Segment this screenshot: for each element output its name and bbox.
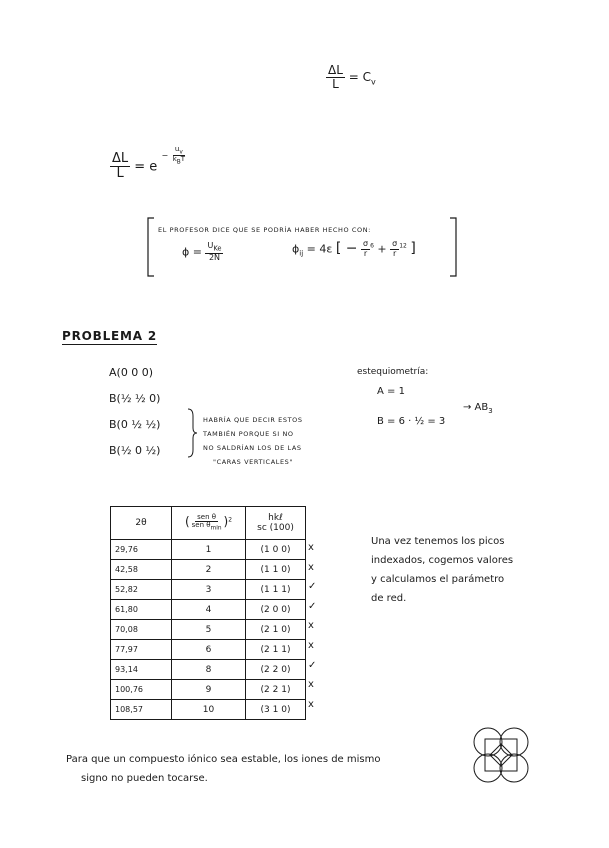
phi2-close: ] bbox=[410, 240, 416, 257]
cell-sin-ratio: 8 bbox=[172, 660, 246, 680]
hkl-label: hkℓ bbox=[268, 513, 283, 523]
bracket-box bbox=[146, 216, 458, 276]
row-mark: ✓ bbox=[308, 600, 317, 612]
professor-note: EL PROFESOR DICE QUE SE PODRÍA HABER HECHO CON: bbox=[158, 226, 371, 234]
cell-2theta: 100,76 bbox=[111, 680, 172, 700]
exp-num: u bbox=[174, 144, 180, 153]
right-note-line: indexados, cogemos valores bbox=[371, 555, 514, 566]
cell-sin-ratio: 1 bbox=[172, 540, 246, 560]
esteq-title: estequiometría: bbox=[357, 367, 429, 377]
phi1-den: 2N bbox=[208, 252, 221, 262]
brace-note-line: HABRÍA QUE DECIR ESTOS bbox=[203, 416, 303, 424]
row-mark: x bbox=[308, 698, 314, 710]
position-a: A(0 0 0) bbox=[109, 366, 154, 379]
cell-hkl: (2 0 0) bbox=[246, 600, 306, 620]
cell-hkl: (2 2 0) bbox=[246, 660, 306, 680]
header-hkl bbox=[246, 507, 306, 540]
esteq-result bbox=[463, 402, 493, 415]
cell-sin-ratio: 4 bbox=[172, 600, 246, 620]
sin-exp: 2 bbox=[228, 516, 233, 524]
cell-2theta: 77,97 bbox=[111, 640, 172, 660]
esteq-b: B = 6 · ½ = 3 bbox=[377, 416, 446, 427]
cell-hkl: (1 0 0) bbox=[246, 540, 306, 560]
cell-sin-ratio: 3 bbox=[172, 580, 246, 600]
phi2-body: [ − bbox=[335, 240, 358, 257]
table-row bbox=[111, 580, 306, 600]
table-header-row bbox=[111, 507, 306, 540]
plus: + bbox=[377, 242, 387, 256]
rhs: = C bbox=[348, 70, 371, 85]
cell-sin-ratio: 9 bbox=[172, 680, 246, 700]
table-row bbox=[111, 600, 306, 620]
cell-sin-ratio: 5 bbox=[172, 620, 246, 640]
exp12: 12 bbox=[399, 242, 407, 250]
position-b3: B(½ 0 ½) bbox=[109, 444, 161, 457]
exp-num-sub: v bbox=[179, 148, 183, 155]
ion-circle bbox=[474, 728, 502, 756]
cell-2theta: 52,82 bbox=[111, 580, 172, 600]
brace-note-line: TAMBIÉN PORQUE SI NO bbox=[203, 430, 294, 438]
table-row bbox=[111, 700, 306, 720]
row-mark: ✓ bbox=[308, 659, 317, 671]
brace-note-line: "CARAS VERTICALES" bbox=[213, 458, 293, 466]
indexing-table bbox=[110, 506, 306, 720]
row-mark: x bbox=[308, 542, 314, 553]
phi2-lhs: ϕ bbox=[292, 242, 300, 256]
cell-2theta: 93,14 bbox=[111, 660, 172, 680]
row-mark: x bbox=[308, 639, 314, 651]
arrow-ab: → AB bbox=[463, 402, 489, 413]
cell-hkl: (1 1 1) bbox=[246, 580, 306, 600]
phi1-lhs: ϕ = bbox=[182, 245, 202, 259]
brace-icon bbox=[186, 408, 198, 458]
table-body bbox=[111, 540, 306, 720]
numerator: ΔL bbox=[112, 151, 129, 166]
bottom-note bbox=[66, 750, 380, 788]
exp-den-sub: B bbox=[176, 159, 181, 166]
sin-den: sen θ bbox=[191, 521, 211, 530]
cell-hkl: (2 1 0) bbox=[246, 620, 306, 640]
cell-sin-ratio: 2 bbox=[172, 560, 246, 580]
r2: r bbox=[393, 248, 397, 258]
position-b2: B(0 ½ ½) bbox=[109, 418, 161, 431]
cell-2theta: 42,58 bbox=[111, 560, 172, 580]
problema-title: PROBLEMA 2 bbox=[62, 329, 157, 343]
row-mark: ✓ bbox=[308, 581, 317, 593]
table-row bbox=[111, 680, 306, 700]
ion-circle bbox=[474, 754, 502, 782]
cell-sin-ratio: 10 bbox=[172, 700, 246, 720]
bottom-note-line: Para que un compuesto iónico sea estable, los iones de mismo bbox=[66, 754, 381, 765]
positions-list bbox=[109, 360, 160, 464]
exp-fraction bbox=[171, 146, 187, 167]
table-row bbox=[111, 540, 306, 560]
phi2-eq: = 4ε bbox=[306, 242, 333, 256]
phi1-num: U bbox=[207, 241, 214, 250]
arrow-sub: 3 bbox=[488, 407, 493, 415]
right-note-line: Una vez tenemos los picos bbox=[371, 536, 505, 547]
r1: r bbox=[363, 248, 368, 258]
exp-den-tail: T bbox=[180, 155, 186, 164]
header-sin-ratio: ( $\frac{\text{sen θ}}{sen \theta_{min}}$ )$^2$ bbox=[172, 507, 246, 540]
brace-note-line: NO SALDRÍAN LOS DE LAS bbox=[203, 444, 302, 452]
fraction-delta-l-2 bbox=[110, 152, 130, 182]
bottom-note-line: signo no pueden tocarse. bbox=[81, 773, 208, 784]
row-mark: x bbox=[308, 561, 314, 573]
table-row bbox=[111, 660, 306, 680]
phi-formula-1 bbox=[182, 242, 223, 263]
cell-2theta: 61,80 bbox=[111, 600, 172, 620]
ion-circle bbox=[500, 728, 528, 756]
right-note-line: y calculamos el parámetro bbox=[371, 574, 505, 585]
esteq-a: A = 1 bbox=[377, 386, 405, 397]
exp6: 6 bbox=[370, 242, 374, 250]
row-mark: x bbox=[308, 679, 314, 691]
cell-sin-ratio: 6 bbox=[172, 640, 246, 660]
cell-hkl: (1 1 0) bbox=[246, 560, 306, 580]
phi1-fraction bbox=[205, 242, 223, 263]
rhs-sub: v bbox=[370, 77, 376, 87]
row-mark: x bbox=[308, 620, 314, 632]
cell-2theta: 108,57 bbox=[111, 700, 172, 720]
numerator: ΔL bbox=[328, 63, 343, 77]
cell-hkl: (2 1 1) bbox=[246, 640, 306, 660]
right-note bbox=[371, 532, 513, 608]
sigma-r-2 bbox=[390, 240, 399, 259]
sigma1: σ bbox=[362, 239, 369, 248]
table-row bbox=[111, 560, 306, 580]
equation-delta-l-cv bbox=[326, 64, 376, 91]
brace-note bbox=[203, 413, 303, 469]
phi-formula-2 bbox=[292, 240, 416, 259]
table-row bbox=[111, 640, 306, 660]
sigma2: σ bbox=[392, 239, 398, 248]
exp-den: k bbox=[172, 155, 177, 164]
sigma-r-1 bbox=[361, 240, 370, 259]
header-2theta: 2θ bbox=[111, 507, 172, 540]
sin-num: sen θ bbox=[197, 512, 217, 521]
position-b1: B(½ ½ 0) bbox=[109, 392, 161, 405]
rhs: = e bbox=[134, 159, 158, 175]
table-row bbox=[111, 620, 306, 640]
phi1-num-sub: Ke bbox=[213, 244, 222, 253]
check-marks-column bbox=[308, 538, 316, 714]
exp-minus: − bbox=[161, 151, 169, 161]
ion-circle bbox=[500, 754, 528, 782]
denominator: L bbox=[332, 77, 339, 92]
sin-den-sub: min bbox=[210, 525, 222, 532]
phi2-sub: ij bbox=[299, 249, 304, 258]
fraction-delta-l bbox=[326, 64, 345, 91]
ion-packing-diagram bbox=[468, 722, 534, 788]
sc-label: sc (100) bbox=[257, 523, 294, 533]
right-note-line: de red. bbox=[371, 593, 407, 604]
cell-hkl: (3 1 0) bbox=[246, 700, 306, 720]
cell-hkl: (2 2 1) bbox=[246, 680, 306, 700]
denominator: L bbox=[116, 166, 124, 182]
cell-2theta: 29,76 bbox=[111, 540, 172, 560]
exponent bbox=[161, 144, 187, 166]
cell-2theta: 70,08 bbox=[111, 620, 172, 640]
equation-exponential bbox=[110, 144, 187, 182]
